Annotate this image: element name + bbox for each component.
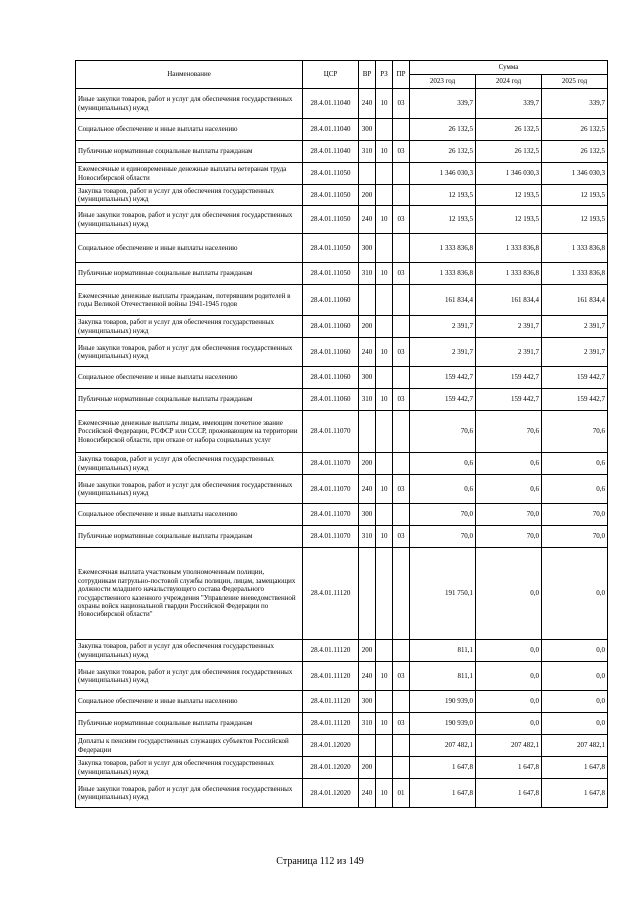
row-pr [393, 163, 410, 185]
row-rz: 10 [376, 475, 393, 504]
row-value-2023: 1 333 836,8 [410, 263, 476, 285]
row-name: Ежемесячные и единовременные денежные выплаты ветеранам труда Новосибирской области [76, 163, 303, 185]
row-csr: 28.4.01.11060 [303, 367, 359, 389]
row-value-2024: 0,0 [476, 662, 542, 691]
row-name: Иные закупки товаров, работ и услуг для обеспечения государственных (муниципальных) нужд [76, 779, 303, 808]
row-name: Ежемесячная выплата участковым уполномоченным полиции, сотрудникам патрульно-постовой службы полиции, лицам, замещающих должности младшего начальствующего состава Федерального государственного казенного учреждения "Управление вневедомственной охраны войск национальной гвардии Российской Федерации по Новосибирской области" [76, 548, 303, 640]
row-name: Иные закупки товаров, работ и услуг для обеспечения государственных (муниципальных) нужд [76, 662, 303, 691]
row-csr: 28.4.01.11040 [303, 141, 359, 163]
row-pr [393, 548, 410, 640]
row-pr: 03 [393, 141, 410, 163]
table-row [76, 691, 608, 713]
row-value-2023: 191 750,1 [410, 548, 476, 640]
table-row [76, 713, 608, 735]
row-value-2024: 0,0 [476, 548, 542, 640]
row-rz [376, 735, 393, 757]
row-value-2025: 70,6 [542, 411, 608, 453]
header-sum: Сумма [410, 61, 608, 75]
row-pr [393, 316, 410, 338]
row-value-2025: 0,0 [542, 713, 608, 735]
row-value-2023: 1 346 030,3 [410, 163, 476, 185]
table-row [76, 389, 608, 411]
row-value-2024: 2 391,7 [476, 316, 542, 338]
row-vr: 310 [359, 389, 376, 411]
row-name: Социальное обеспечение и иные выплаты населению [76, 691, 303, 713]
row-vr: 200 [359, 640, 376, 662]
row-name: Иные закупки товаров, работ и услуг для обеспечения государственных (муниципальных) нужд [76, 206, 303, 234]
row-value-2023: 2 391,7 [410, 338, 476, 367]
row-name: Социальное обеспечение и иные выплаты населению [76, 119, 303, 141]
row-value-2023: 12 193,5 [410, 185, 476, 206]
budget-table [75, 60, 608, 808]
row-pr: 03 [393, 338, 410, 367]
row-rz [376, 757, 393, 779]
row-rz [376, 504, 393, 526]
header-pr: ПР [393, 61, 410, 89]
row-pr [393, 285, 410, 316]
row-value-2025: 0,0 [542, 640, 608, 662]
row-pr [393, 411, 410, 453]
row-rz: 10 [376, 263, 393, 285]
row-vr [359, 163, 376, 185]
row-value-2024: 1 647,8 [476, 779, 542, 808]
row-pr [393, 691, 410, 713]
row-value-2025: 26 132,5 [542, 119, 608, 141]
row-pr [393, 757, 410, 779]
header-vr: ВР [359, 61, 376, 89]
row-pr: 03 [393, 389, 410, 411]
row-pr [393, 640, 410, 662]
table-row [76, 185, 608, 206]
row-value-2024: 159 442,7 [476, 389, 542, 411]
row-value-2023: 207 482,1 [410, 735, 476, 757]
row-vr: 240 [359, 338, 376, 367]
row-value-2025: 1 333 836,8 [542, 234, 608, 263]
row-rz: 10 [376, 206, 393, 234]
header-year-2023: 2023 год [410, 75, 476, 89]
header-year-2025: 2025 год [542, 75, 608, 89]
row-pr: 01 [393, 779, 410, 808]
row-vr [359, 411, 376, 453]
row-value-2023: 811,1 [410, 662, 476, 691]
row-name: Публичные нормативные социальные выплаты гражданам [76, 389, 303, 411]
row-vr: 310 [359, 141, 376, 163]
row-value-2024: 339,7 [476, 89, 542, 119]
row-value-2025: 207 482,1 [542, 735, 608, 757]
row-rz: 10 [376, 662, 393, 691]
row-value-2024: 70,0 [476, 526, 542, 548]
row-value-2023: 1 647,8 [410, 779, 476, 808]
row-name: Публичные нормативные социальные выплаты гражданам [76, 526, 303, 548]
row-name: Иные закупки товаров, работ и услуг для обеспечения государственных (муниципальных) нужд [76, 475, 303, 504]
row-csr: 28.4.01.11060 [303, 389, 359, 411]
table-row [76, 119, 608, 141]
row-rz [376, 411, 393, 453]
row-vr: 310 [359, 713, 376, 735]
row-value-2024: 1 333 836,8 [476, 263, 542, 285]
row-value-2024: 0,6 [476, 453, 542, 475]
row-value-2025: 2 391,7 [542, 316, 608, 338]
row-rz [376, 691, 393, 713]
header-csr: ЦСР [303, 61, 359, 89]
row-name: Иные закупки товаров, работ и услуг для обеспечения государственных (муниципальных) нужд [76, 89, 303, 119]
row-value-2024: 12 193,5 [476, 185, 542, 206]
row-name: Закупка товаров, работ и услуг для обеспечения государственных (муниципальных) нужд [76, 185, 303, 206]
row-name: Социальное обеспечение и иные выплаты населению [76, 504, 303, 526]
row-rz: 10 [376, 526, 393, 548]
row-name: Ежемесячные денежные выплаты гражданам, потерявшим родителей в годы Великой Отечественной войны 1941-1945 годов [76, 285, 303, 316]
row-value-2024: 70,0 [476, 504, 542, 526]
row-value-2025: 0,0 [542, 662, 608, 691]
row-csr: 28.4.01.11050 [303, 263, 359, 285]
row-pr: 03 [393, 526, 410, 548]
row-csr: 28.4.01.12020 [303, 779, 359, 808]
row-name: Социальное обеспечение и иные выплаты населению [76, 367, 303, 389]
row-name: Закупка товаров, работ и услуг для обеспечения государственных (муниципальных) нужд [76, 453, 303, 475]
row-pr [393, 185, 410, 206]
table-row [76, 338, 608, 367]
row-rz [376, 548, 393, 640]
row-value-2023: 70,0 [410, 526, 476, 548]
row-value-2023: 161 834,4 [410, 285, 476, 316]
row-value-2025: 26 132,5 [542, 141, 608, 163]
row-value-2023: 1 647,8 [410, 757, 476, 779]
row-rz [376, 453, 393, 475]
row-pr [393, 453, 410, 475]
row-pr: 03 [393, 662, 410, 691]
row-value-2023: 2 391,7 [410, 316, 476, 338]
row-pr: 03 [393, 713, 410, 735]
row-name: Закупка товаров, работ и услуг для обеспечения государственных (муниципальных) нужд [76, 640, 303, 662]
row-name: Закупка товаров, работ и услуг для обеспечения государственных (муниципальных) нужд [76, 757, 303, 779]
row-value-2023: 811,1 [410, 640, 476, 662]
row-value-2024: 2 391,7 [476, 338, 542, 367]
row-rz [376, 185, 393, 206]
row-vr: 310 [359, 263, 376, 285]
row-value-2025: 0,6 [542, 475, 608, 504]
table-row [76, 640, 608, 662]
row-value-2024: 12 193,5 [476, 206, 542, 234]
row-value-2023: 159 442,7 [410, 389, 476, 411]
table-row [76, 234, 608, 263]
row-value-2023: 1 333 836,8 [410, 234, 476, 263]
row-value-2025: 159 442,7 [542, 389, 608, 411]
row-rz: 10 [376, 89, 393, 119]
row-value-2025: 12 193,5 [542, 185, 608, 206]
row-vr: 300 [359, 504, 376, 526]
row-value-2025: 1 647,8 [542, 779, 608, 808]
row-rz [376, 119, 393, 141]
table-row [76, 735, 608, 757]
row-csr: 28.4.01.11060 [303, 316, 359, 338]
row-value-2024: 159 442,7 [476, 367, 542, 389]
row-rz: 10 [376, 338, 393, 367]
row-value-2023: 190 939,0 [410, 691, 476, 713]
table-row [76, 475, 608, 504]
table-row [76, 163, 608, 185]
table-row [76, 453, 608, 475]
table-row [76, 504, 608, 526]
row-rz: 10 [376, 389, 393, 411]
row-csr: 28.4.01.11050 [303, 163, 359, 185]
row-vr: 300 [359, 691, 376, 713]
table-row [76, 206, 608, 234]
row-value-2025: 70,0 [542, 504, 608, 526]
row-vr: 200 [359, 453, 376, 475]
row-vr [359, 548, 376, 640]
row-value-2024: 161 834,4 [476, 285, 542, 316]
row-value-2025: 159 442,7 [542, 367, 608, 389]
row-csr: 28.4.01.11120 [303, 691, 359, 713]
row-csr: 28.4.01.11120 [303, 713, 359, 735]
row-vr: 240 [359, 475, 376, 504]
row-name: Закупка товаров, работ и услуг для обеспечения государственных (муниципальных) нужд [76, 316, 303, 338]
row-value-2024: 0,6 [476, 475, 542, 504]
table-row [76, 141, 608, 163]
header-name: Наименование [76, 61, 303, 89]
row-vr: 200 [359, 185, 376, 206]
row-vr: 240 [359, 662, 376, 691]
row-pr [393, 367, 410, 389]
row-name: Ежемесячные денежные выплаты лицам, имеющим почетное звание Российской Федерации, РСФСР или СССР, проживающим на территории Новосибирской области, при отказе от набора социальных услуг [76, 411, 303, 453]
header-year-2024: 2024 год [476, 75, 542, 89]
row-vr: 310 [359, 526, 376, 548]
row-vr: 240 [359, 206, 376, 234]
row-value-2023: 26 132,5 [410, 119, 476, 141]
row-value-2025: 0,6 [542, 453, 608, 475]
row-csr: 28.4.01.11060 [303, 338, 359, 367]
row-name: Публичные нормативные социальные выплаты гражданам [76, 713, 303, 735]
row-name: Доплаты к пенсиям государственных служащих субъектов Российской Федерации [76, 735, 303, 757]
row-vr: 200 [359, 757, 376, 779]
table-row [76, 89, 608, 119]
table-row [76, 367, 608, 389]
row-csr: 28.4.01.11040 [303, 119, 359, 141]
row-rz [376, 640, 393, 662]
row-rz: 10 [376, 779, 393, 808]
row-csr: 28.4.01.11120 [303, 662, 359, 691]
row-csr: 28.4.01.11050 [303, 185, 359, 206]
row-value-2025: 1 346 030,3 [542, 163, 608, 185]
row-name: Публичные нормативные социальные выплаты гражданам [76, 263, 303, 285]
row-value-2025: 339,7 [542, 89, 608, 119]
table-row [76, 662, 608, 691]
row-rz [376, 163, 393, 185]
row-pr [393, 119, 410, 141]
row-rz [376, 316, 393, 338]
row-name: Иные закупки товаров, работ и услуг для обеспечения государственных (муниципальных) нужд [76, 338, 303, 367]
row-pr: 03 [393, 475, 410, 504]
row-value-2023: 70,6 [410, 411, 476, 453]
row-vr: 300 [359, 119, 376, 141]
row-vr [359, 285, 376, 316]
row-value-2023: 0,6 [410, 475, 476, 504]
row-value-2024: 26 132,5 [476, 141, 542, 163]
row-rz [376, 234, 393, 263]
table-row [76, 316, 608, 338]
row-value-2023: 0,6 [410, 453, 476, 475]
row-value-2025: 2 391,7 [542, 338, 608, 367]
row-csr: 28.4.01.12020 [303, 735, 359, 757]
row-rz [376, 367, 393, 389]
row-csr: 28.4.01.11060 [303, 285, 359, 316]
row-value-2023: 26 132,5 [410, 141, 476, 163]
row-value-2024: 0,0 [476, 713, 542, 735]
row-vr: 240 [359, 779, 376, 808]
row-vr: 300 [359, 367, 376, 389]
row-value-2024: 70,6 [476, 411, 542, 453]
row-value-2025: 1 647,8 [542, 757, 608, 779]
row-value-2025: 70,0 [542, 526, 608, 548]
row-rz: 10 [376, 141, 393, 163]
row-rz: 10 [376, 713, 393, 735]
header-rz: РЗ [376, 61, 393, 89]
row-csr: 28.4.01.11070 [303, 453, 359, 475]
row-csr: 28.4.01.11120 [303, 548, 359, 640]
row-csr: 28.4.01.11050 [303, 206, 359, 234]
row-value-2023: 70,0 [410, 504, 476, 526]
row-pr [393, 234, 410, 263]
table-row [76, 779, 608, 808]
row-value-2025: 1 333 836,8 [542, 263, 608, 285]
table-row [76, 411, 608, 453]
row-name: Социальное обеспечение и иные выплаты населению [76, 234, 303, 263]
row-vr: 300 [359, 234, 376, 263]
row-value-2024: 207 482,1 [476, 735, 542, 757]
row-value-2023: 159 442,7 [410, 367, 476, 389]
row-value-2025: 0,0 [542, 548, 608, 640]
row-pr: 03 [393, 206, 410, 234]
row-csr: 28.4.01.11070 [303, 411, 359, 453]
row-csr: 28.4.01.11070 [303, 504, 359, 526]
row-csr: 28.4.01.11120 [303, 640, 359, 662]
row-value-2025: 161 834,4 [542, 285, 608, 316]
row-vr [359, 735, 376, 757]
row-value-2024: 1 346 030,3 [476, 163, 542, 185]
row-csr: 28.4.01.12020 [303, 757, 359, 779]
row-value-2024: 0,0 [476, 691, 542, 713]
row-csr: 28.4.01.11070 [303, 475, 359, 504]
row-rz [376, 285, 393, 316]
row-value-2025: 12 193,5 [542, 206, 608, 234]
row-value-2024: 1 647,8 [476, 757, 542, 779]
table-row [76, 526, 608, 548]
row-value-2024: 26 132,5 [476, 119, 542, 141]
table-row [76, 757, 608, 779]
row-csr: 28.4.01.11050 [303, 234, 359, 263]
row-pr: 03 [393, 263, 410, 285]
row-value-2023: 339,7 [410, 89, 476, 119]
table-row [76, 263, 608, 285]
row-vr: 200 [359, 316, 376, 338]
row-value-2024: 1 333 836,8 [476, 234, 542, 263]
table-row [76, 285, 608, 316]
table-body [76, 89, 608, 808]
row-pr [393, 735, 410, 757]
row-pr [393, 504, 410, 526]
row-pr: 03 [393, 89, 410, 119]
row-name: Публичные нормативные социальные выплаты гражданам [76, 141, 303, 163]
row-value-2024: 0,0 [476, 640, 542, 662]
row-value-2023: 12 193,5 [410, 206, 476, 234]
row-value-2025: 0,0 [542, 691, 608, 713]
row-csr: 28.4.01.11040 [303, 89, 359, 119]
row-csr: 28.4.01.11070 [303, 526, 359, 548]
row-vr: 240 [359, 89, 376, 119]
table-row [76, 548, 608, 640]
row-value-2023: 190 939,0 [410, 713, 476, 735]
page-number: Страница 112 из 149 [276, 856, 364, 867]
